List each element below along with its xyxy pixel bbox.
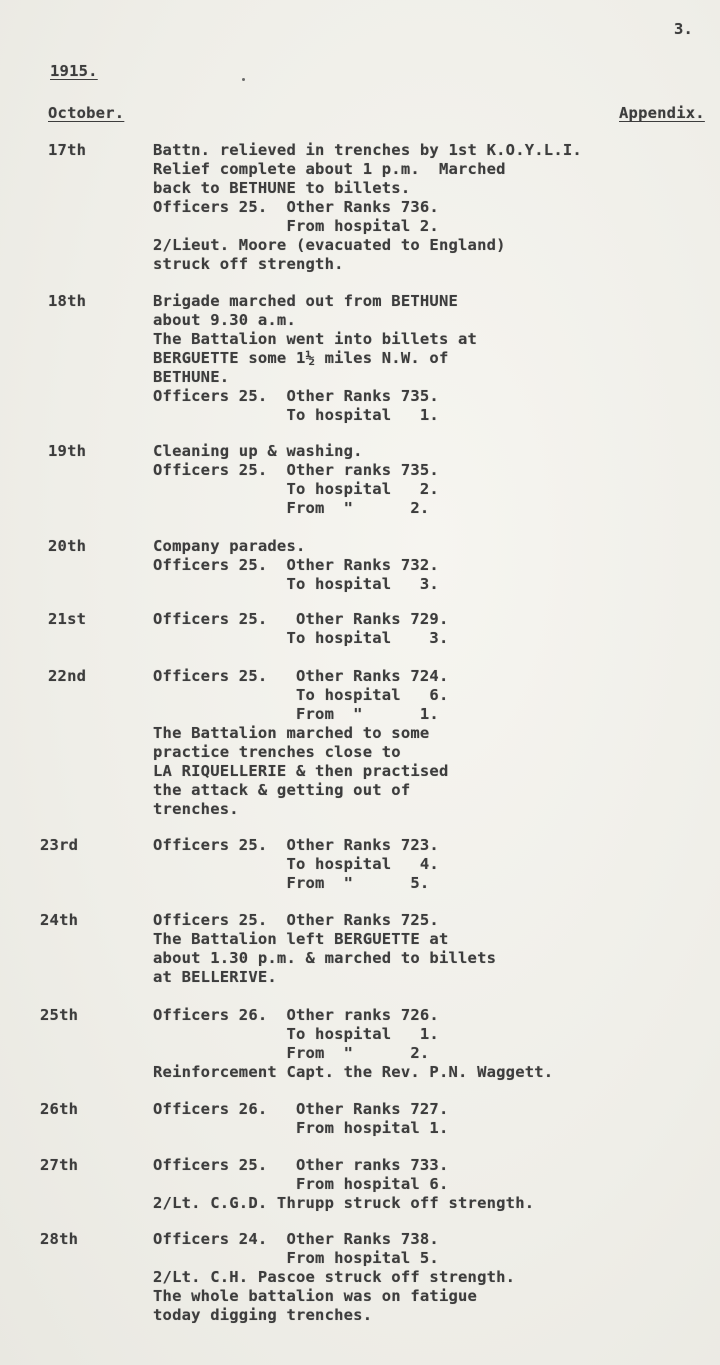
entry-line: The Battalion marched to some — [153, 724, 430, 742]
entry-line: Officers 26. Other ranks 726. — [153, 1006, 439, 1024]
entry-date: 27th — [40, 1156, 79, 1174]
entry-line: BERGUETTE some 1½ miles N.W. of — [153, 349, 449, 367]
entry-line: To hospital 6. — [153, 686, 449, 704]
entry-line: To hospital 3. — [153, 629, 449, 647]
entry-line: To hospital 4. — [153, 855, 439, 873]
entry-line: From hospital 5. — [153, 1249, 439, 1267]
entry-line: at BELLERIVE. — [153, 968, 277, 986]
entry-line: Officers 25. Other Ranks 723. — [153, 836, 439, 854]
entry-date: 23rd — [40, 836, 79, 854]
entry-line: To hospital 1. — [153, 406, 439, 424]
entry-date: 26th — [40, 1100, 79, 1118]
entry-line: Officers 25. Other ranks 735. — [153, 461, 439, 479]
entry-line: Brigade marched out from BETHUNE — [153, 292, 459, 310]
entry-line: From " 2. — [153, 1044, 430, 1062]
entry-date: 28th — [40, 1230, 79, 1248]
entry-line: From hospital 2. — [153, 217, 439, 235]
entry-line: BETHUNE. — [153, 368, 230, 386]
entry-date: 21st — [48, 610, 87, 628]
entry-line: Officers 24. Other Ranks 738. — [153, 1230, 439, 1248]
entry-line: The Battalion went into billets at — [153, 330, 478, 348]
month-heading: October. — [48, 104, 125, 122]
entry-line: today digging trenches. — [153, 1306, 373, 1324]
entry-line: Officers 25. Other Ranks 732. — [153, 556, 439, 574]
entry-line: about 1.30 p.m. & marched to billets — [153, 949, 497, 967]
entry-line: 2/Lt. C.G.D. Thrupp struck off strength. — [153, 1194, 535, 1212]
entry-line: Reinforcement Capt. the Rev. P.N. Waggett. — [153, 1063, 554, 1081]
entry-line: From hospital 1. — [153, 1119, 449, 1137]
entry-line: The whole battalion was on fatigue — [153, 1287, 478, 1305]
entry-line: Officers 26. Other Ranks 727. — [153, 1100, 449, 1118]
entry-line: To hospital 1. — [153, 1025, 439, 1043]
entry-line: Officers 25. Other Ranks 729. — [153, 610, 449, 628]
entry-line: practice trenches close to — [153, 743, 401, 761]
entry-line: Officers 25. Other ranks 733. — [153, 1156, 449, 1174]
entry-line: 2/Lt. C.H. Pascoe struck off strength. — [153, 1268, 516, 1286]
year-heading: 1915. — [50, 62, 98, 80]
entry-line: To hospital 2. — [153, 480, 439, 498]
entry-line: struck off strength. — [153, 255, 344, 273]
ink-speck — [242, 78, 245, 81]
entry-date: 18th — [48, 292, 87, 310]
entry-line: From " 1. — [153, 705, 439, 723]
entry-line: Officers 25. Other Ranks 735. — [153, 387, 439, 405]
entry-date: 25th — [40, 1006, 79, 1024]
entry-line: Officers 25. Other Ranks 725. — [153, 911, 439, 929]
entry-line: back to BETHUNE to billets. — [153, 179, 411, 197]
entry-line: From " 5. — [153, 874, 430, 892]
entry-date: 17th — [48, 141, 87, 159]
entry-line: Battn. relieved in trenches by 1st K.O.Y.L.I. — [153, 141, 582, 159]
entry-line: 2/Lieut. Moore (evacuated to England) — [153, 236, 506, 254]
entry-line: From hospital 6. — [153, 1175, 449, 1193]
entry-line: the attack & getting out of — [153, 781, 411, 799]
entry-line: Relief complete about 1 p.m. Marched — [153, 160, 506, 178]
entry-line: trenches. — [153, 800, 239, 818]
entry-date: 22nd — [48, 667, 87, 685]
entry-date: 19th — [48, 442, 87, 460]
entry-line: To hospital 3. — [153, 575, 439, 593]
entry-line: Officers 25. Other Ranks 736. — [153, 198, 439, 216]
entry-line: From " 2. — [153, 499, 430, 517]
entry-line: about 9.30 a.m. — [153, 311, 296, 329]
entry-line: LA RIQUELLERIE & then practised — [153, 762, 449, 780]
entry-date: 20th — [48, 537, 87, 555]
appendix-heading: Appendix. — [619, 104, 705, 122]
entry-line: Company parades. — [153, 537, 306, 555]
entry-date: 24th — [40, 911, 79, 929]
entry-line: Officers 25. Other Ranks 724. — [153, 667, 449, 685]
entry-line: The Battalion left BERGUETTE at — [153, 930, 449, 948]
page-number: 3. — [674, 20, 694, 38]
entry-line: Cleaning up & washing. — [153, 442, 363, 460]
